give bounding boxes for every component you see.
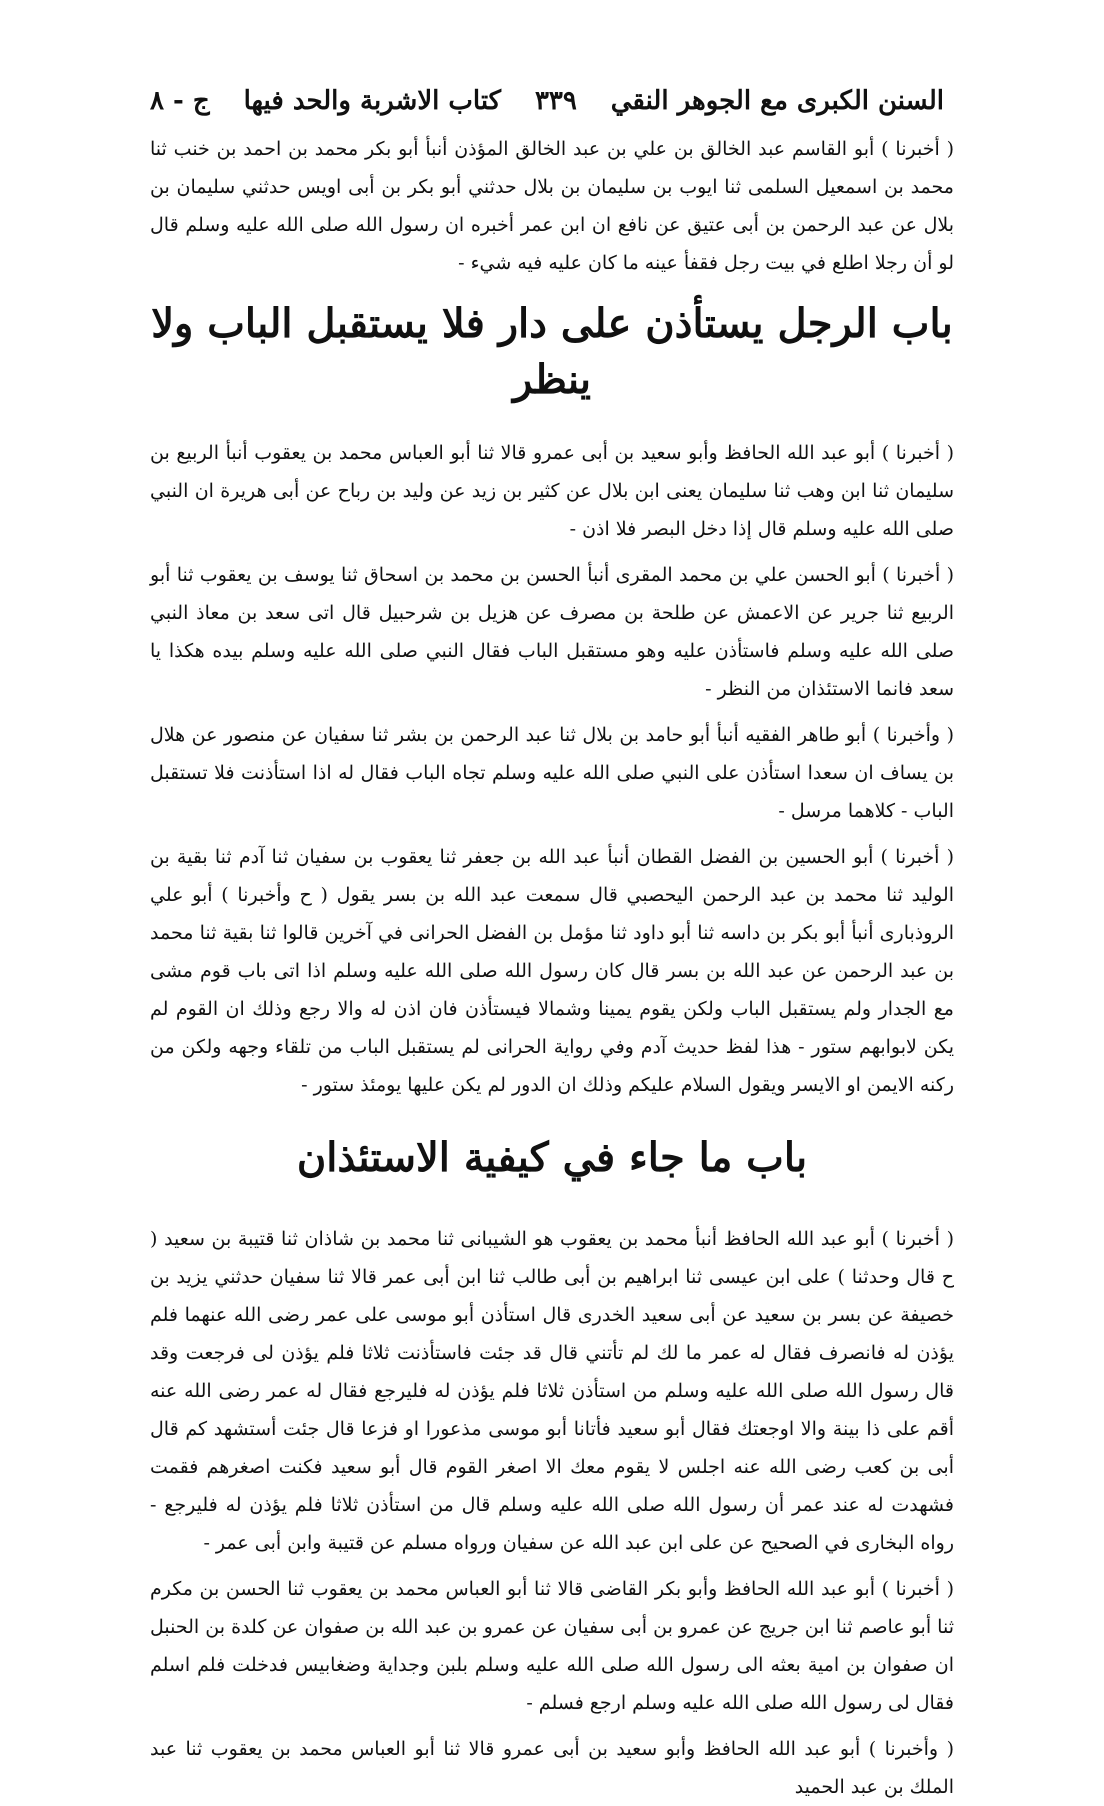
chapter-heading: باب الرجل يستأذن على دار فلا يستقبل الباب ولا ينظر xyxy=(151,300,953,403)
book-title: السنن الكبرى مع الجوهر النقي xyxy=(610,86,944,116)
hadith-paragraph: ( أخبرنا ) أبو عبد الله الحافظ أنبأ محمد بن يعقوب هو الشيبانى ثنا محمد بن شاذان ثنا قتيبة بن سعيد ( ح قال وحدثنا ) على ابن عيسى ثنا ابراهيم بن أبى طالب ثنا ابن أبى عمر قالا ثنا سفيان حدثني يزيد بن خصيفة عن بسر بن سعيد عن أبى سعيد الخدرى قال استأذن أبو موسى على عمر رضى الله عنهما فلم يؤذن له فانصرف فقال له عمر ما لك لم تأتني قال قد جئت فاستأذنت ثلاثا فلم يؤذن لى فرجعت وقد قال رسول الله صلى الله عليه وسلم من استأذن ثلاثا فلم يؤذن له فليرجع فقال له عمر رضى الله عنه أقم على ذا بينة والا اوجعتك فقال أبو سعيد فأتانا أبو موسى مذعورا او فزعا قال جئت أستشهد كم قال أبى بن كعب رضى الله عنه اجلس لا يقوم معك الا اصغر القوم قال أبو سعيد فكنت اصغرهم فقمت فشهدت له عند عمر أن رسول الله صلى الله عليه وسلم قال من استأذن ثلاثا فلم يؤذن له فليرجع - رواه البخارى في الصحيح عن على ابن عبد الله عن سفيان ورواه مسلم عن قتيبة وابن أبى عمر - xyxy=(150,1228,954,1554)
section-title: كتاب الاشربة والحد فيها xyxy=(243,86,502,116)
hadith-paragraph: ( أخبرنا ) أبو الحسن علي بن محمد المقرى أنبأ الحسن بن محمد بن اسحاق ثنا يوسف بن يعقوب ثنا أبو الربيع ثنا جرير عن الاعمش عن طلحة بن مصرف عن هزيل بن شرحبيل قال اتى سعد بن معاذ النبي صلى الله عليه وسلم فاستأذن عليه وهو مستقبل الباب فقال النبي صلى الله عليه وسلم بيده هكذا يا سعد فانما الاستئذان من النظر - xyxy=(150,564,954,700)
hadith-paragraph: ( وأخبرنا ) أبو عبد الله الحافظ وأبو سعيد بن أبى عمرو قالا ثنا أبو العباس محمد بن يعقوب ثنا عبد الملك بن عبد الحميد xyxy=(150,1738,954,1798)
page-number: ٣٣٩ xyxy=(534,86,577,116)
volume-number: ج - ٨ xyxy=(150,86,210,116)
hadith-paragraph: ( وأخبرنا ) أبو طاهر الفقيه أنبأ أبو حامد بن بلال ثنا عبد الرحمن بن بشر ثنا سفيان عن منصور عن هلال بن يساف ان سعدا استأذن على النبي صلى الله عليه وسلم تجاه الباب فقال له اذا استأذنت فلا تستقبل الباب - كلاهما مرسل - xyxy=(150,724,954,822)
hadith-paragraph: ( أخبرنا ) أبو عبد الله الحافظ وأبو بكر القاضى قالا ثنا أبو العباس محمد بن يعقوب ثنا الحسن بن مكرم ثنا أبو عاصم ثنا ابن جريج عن عمرو بن أبى سفيان عن عمرو بن عبد الله بن صفوان عن كلدة بن الحنبل ان صفوان بن امية بعثه الى رسول الله صلى الله عليه وسلم بلبن وجداية وضغابيس فدخلت فلم اسلم فقال لى رسول الله صلى الله عليه وسلم ارجع فسلم - xyxy=(150,1578,954,1714)
hadith-paragraph: ( أخبرنا ) أبو القاسم عبد الخالق بن علي بن عبد الخالق المؤذن أنبأ أبو بكر محمد بن احمد بن خنب ثنا محمد بن اسمعيل السلمى ثنا ايوب بن سليمان بن بلال حدثني أبو بكر بن أبى اويس حدثني سليمان بن بلال عن عبد الرحمن بن أبى عتيق عن نافع ان ابن عمر أخبره ان رسول الله صلى الله عليه وسلم قال لو أن رجلا اطلع في بيت رجل فقفأ عينه ما كان عليه فيه شيء - xyxy=(150,138,954,274)
chapter-heading: باب ما جاء في كيفية الاستئذان xyxy=(296,1134,808,1181)
hadith-paragraph: ( أخبرنا ) أبو الحسين بن الفضل القطان أنبأ عبد الله بن جعفر ثنا يعقوب بن سفيان ثنا آدم ثنا بقية بن الوليد ثنا محمد بن عبد الرحمن اليحصبي قال سمعت عبد الله بن بسر يقول ( ح وأخبرنا ) أبو علي الروذبارى أنبأ أبو بكر بن داسه ثنا أبو داود ثنا مؤمل بن الفضل الحرانى في آخرين قالوا ثنا بقية ثنا محمد بن عبد الرحمن عن عبد الله بن بسر قال كان رسول الله صلى الله عليه وسلم اذا اتى باب قوم مشى مع الجدار ولم يستقبل الباب ولكن يقوم يمينا وشمالا فيستأذن فان اذن له والا رجع وذلك ان القوم لم يكن لابوابهم ستور - هذا لفظ حديث آدم وفي رواية الحرانى لم يستقبل الباب من تلقاء وجهه ولكن من ركنه الايمن او الايسر ويقول السلام عليكم وذلك ان الدور لم يكن عليها يومئذ ستور - xyxy=(150,846,954,1096)
hadith-paragraph: ( أخبرنا ) أبو عبد الله الحافظ وأبو سعيد بن أبى عمرو قالا ثنا أبو العباس محمد بن يعقوب أنبأ الربيع بن سليمان ثنا ابن وهب ثنا سليمان يعنى ابن بلال عن كثير بن زيد عن وليد بن رباح عن أبى هريرة ان النبي صلى الله عليه وسلم قال إذا دخل البصر فلا اذن - xyxy=(150,442,954,540)
running-header xyxy=(150,86,944,130)
